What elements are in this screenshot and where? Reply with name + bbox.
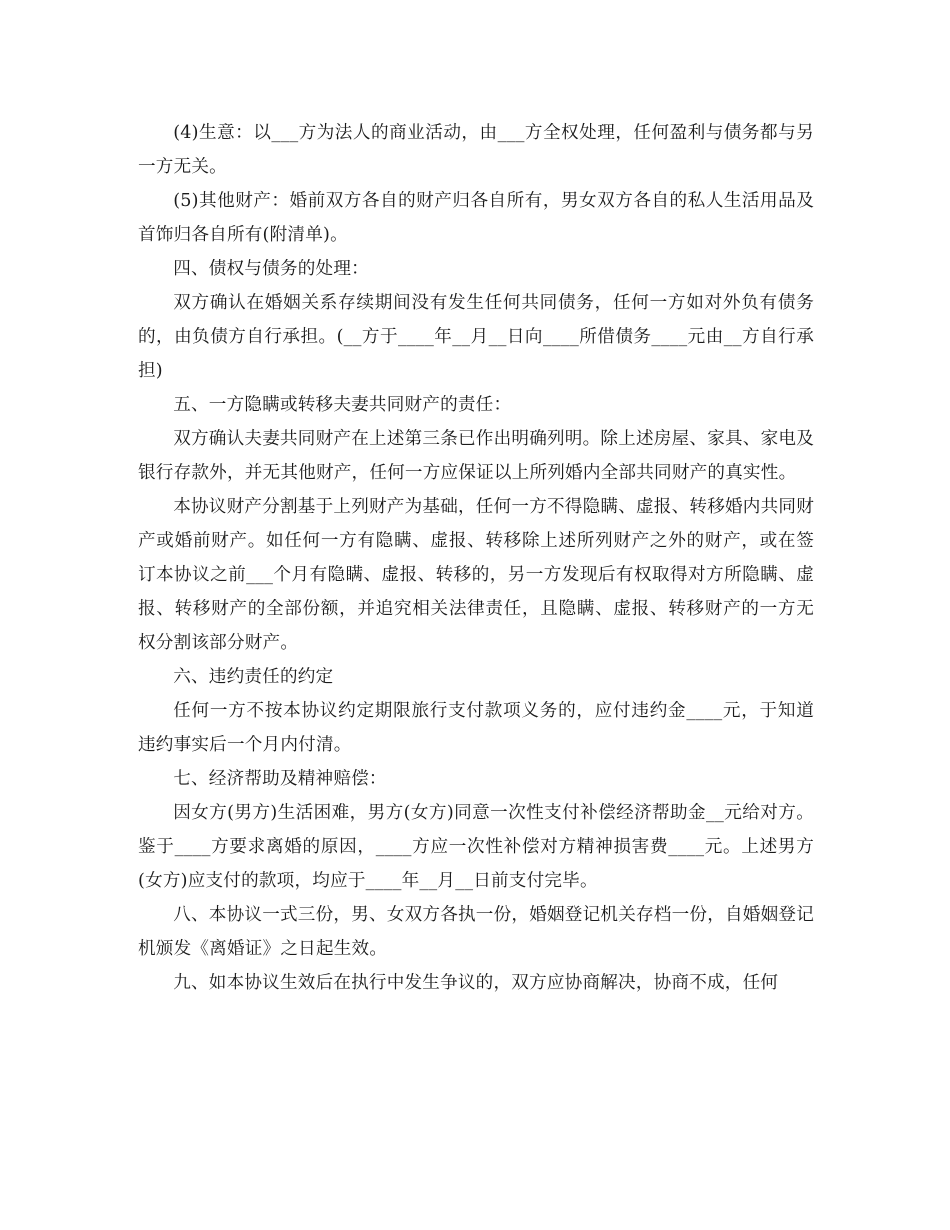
paragraph-business: (4)生意：以___方为法人的商业活动，由___方全权处理，任何盈利与债务都与另一方无关。	[138, 123, 814, 177]
section-heading-compensation: 七、经济帮助及精神赔偿：	[173, 769, 387, 789]
paragraph-disputes: 九、如本协议生效后在执行中发生争议的，双方应协商解决，协商不成，任何	[173, 973, 779, 993]
paragraph-joint-property-confirmation: 双方确认夫妻共同财产在上述第三条已作出明确列明。除上述房屋、家具、家电及银行存款外，并无其他财产，任何一方应保证以上所列婚内全部共同财产的真实性。	[138, 429, 814, 483]
paragraph-breach: 任何一方不按本协议约定期限旅行支付款项义务的，应付违约金____元，于知道违约事实后一个月内付清。	[138, 701, 814, 755]
paragraph-debts: 双方确认在婚姻关系存续期间没有发生任何共同债务，任何一方如对外负有债务的，由负债方自行承担。(__方于____年__月__日向____所借债务____元由__方自行承担)	[138, 293, 814, 381]
section-heading-concealment: 五、一方隐瞒或转移夫妻共同财产的责任：	[173, 395, 512, 415]
document-body	[138, 116, 814, 1000]
section-heading-breach: 六、违约责任的约定	[173, 667, 334, 687]
paragraph-copies: 八、本协议一式三份，男、女双方各执一份，婚姻登记机关存档一份，自婚姻登记机颁发《离婚证》之日起生效。	[138, 905, 814, 959]
paragraph-property-division: 本协议财产分割基于上列财产为基础，任何一方不得隐瞒、虚报、转移婚内共同财产或婚前财产。如任何一方有隐瞒、虚报、转移除上述所列财产之外的财产，或在签订本协议之前___个月有隐瞒、虚报、转移的，另一方发现后有权取得对方所隐瞒、虚报、转移财产的全部份额，并追究相关法律责任，且隐瞒、虚报、转移财产的一方无权分割该部分财产。	[138, 497, 814, 653]
section-heading-debts: 四、债权与债务的处理：	[173, 259, 369, 279]
paragraph-other-property: (5)其他财产：婚前双方各自的财产归各自所有，男女双方各自的私人生活用品及首饰归各自所有(附清单)。	[138, 191, 814, 245]
paragraph-compensation: 因女方(男方)生活困难，男方(女方)同意一次性支付补偿经济帮助金__元给对方。鉴于____方要求离婚的原因，____方应一次性补偿对方精神损害费____元。上述男方(女方)应支付的款项，均应于____年__月__日前支付完毕。	[138, 803, 814, 891]
